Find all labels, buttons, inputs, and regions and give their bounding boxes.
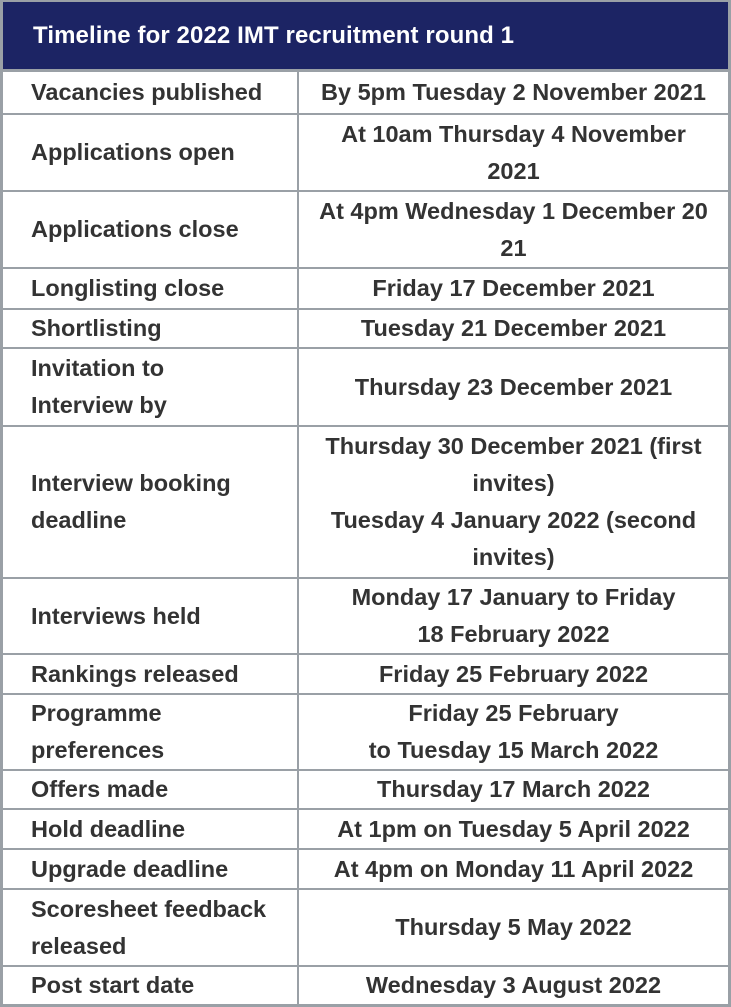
milestone-date: Thursday 5 May 2022 bbox=[395, 914, 632, 940]
milestone-date: By 5pm Tuesday 2 November 2021 bbox=[321, 79, 706, 105]
milestone-label: Interview by bbox=[31, 392, 167, 418]
milestone-label-cell bbox=[3, 849, 298, 889]
milestone-label-cell bbox=[3, 268, 298, 309]
milestone-label: Applications open bbox=[31, 139, 235, 165]
table-row bbox=[3, 966, 728, 1004]
table-row bbox=[3, 191, 728, 268]
milestone-date-cell bbox=[298, 309, 728, 348]
milestone-label-cell bbox=[3, 809, 298, 849]
milestone-label: Interview booking bbox=[31, 470, 231, 496]
milestone-date: Thursday 30 December 2021 (first bbox=[325, 433, 702, 459]
table-row bbox=[3, 809, 728, 849]
milestone-label: Programme bbox=[31, 700, 162, 726]
milestone-date: At 1pm on Tuesday 5 April 2022 bbox=[337, 815, 690, 842]
milestone-date-cell bbox=[298, 191, 728, 268]
milestone-label: deadline bbox=[31, 507, 127, 533]
table-row bbox=[3, 426, 728, 578]
milestone-label: Longlisting close bbox=[31, 275, 225, 301]
milestone-date: Friday 25 February 2022 bbox=[378, 660, 649, 687]
milestone-date: Tuesday 4 January 2022 (second bbox=[330, 507, 697, 533]
table-row bbox=[3, 654, 728, 694]
milestone-label: Interviews held bbox=[31, 602, 201, 629]
milestone-date: Monday 17 January to Friday bbox=[351, 584, 676, 610]
milestone-date: Tuesday 21 December 2021 bbox=[360, 315, 667, 341]
milestone-date: to Tuesday 15 March 2022 bbox=[368, 737, 659, 763]
table-row bbox=[3, 849, 728, 889]
milestone-label-cell bbox=[3, 114, 298, 191]
timeline-table-body bbox=[3, 72, 728, 1004]
milestone-date-cell bbox=[298, 578, 728, 654]
milestone-label-cell bbox=[3, 694, 298, 770]
milestone-date: At 10am Thursday 4 November bbox=[341, 120, 686, 147]
milestone-date-cell bbox=[298, 654, 728, 694]
milestone-label-cell bbox=[3, 72, 298, 114]
milestone-label: Offers made bbox=[31, 776, 169, 802]
milestone-date: Thursday 23 December 2021 bbox=[354, 373, 673, 400]
milestone-label: Post start date bbox=[31, 972, 195, 998]
milestone-label-cell bbox=[3, 348, 298, 426]
milestone-date: invites) bbox=[472, 544, 555, 570]
milestone-date: invites) bbox=[472, 470, 555, 496]
milestone-date-cell bbox=[298, 72, 728, 114]
table-row bbox=[3, 114, 728, 191]
milestone-label: Invitation to bbox=[31, 355, 165, 381]
milestone-date-cell bbox=[298, 770, 728, 809]
milestone-date: At 4pm on Monday 11 April 2022 bbox=[333, 855, 694, 882]
milestone-label: Rankings released bbox=[31, 660, 239, 687]
milestone-label-cell bbox=[3, 426, 298, 578]
milestone-label: Shortlisting bbox=[31, 315, 162, 341]
table-title: Timeline for 2022 IMT recruitment round 1 bbox=[3, 2, 728, 72]
milestone-date: 18 February 2022 bbox=[417, 621, 610, 647]
table-row bbox=[3, 770, 728, 809]
milestone-date-cell bbox=[298, 114, 728, 191]
table-row bbox=[3, 578, 728, 654]
milestone-date-cell bbox=[298, 426, 728, 578]
milestone-date-cell bbox=[298, 694, 728, 770]
milestone-label: Upgrade deadline bbox=[31, 855, 229, 882]
timeline-table bbox=[3, 72, 728, 1004]
milestone-label-cell bbox=[3, 578, 298, 654]
milestone-date: 21 bbox=[500, 234, 527, 261]
milestone-date-cell bbox=[298, 849, 728, 889]
milestone-date-cell bbox=[298, 889, 728, 966]
table-row bbox=[3, 268, 728, 309]
milestone-label-cell bbox=[3, 191, 298, 268]
table-row bbox=[3, 694, 728, 770]
milestone-label: Hold deadline bbox=[31, 815, 186, 842]
milestone-label-cell bbox=[3, 966, 298, 1004]
milestone-label: released bbox=[31, 932, 127, 959]
milestone-date: 2021 bbox=[487, 157, 540, 184]
milestone-label: Vacancies published bbox=[31, 79, 263, 105]
milestone-label: Scoresheet feedback bbox=[31, 895, 267, 922]
milestone-label: preferences bbox=[31, 737, 165, 763]
table-row bbox=[3, 72, 728, 114]
milestone-date: At 4pm Wednesday 1 December 20 bbox=[319, 197, 708, 224]
milestone-date: Friday 17 December 2021 bbox=[372, 275, 655, 301]
table-row bbox=[3, 348, 728, 426]
milestone-date: Friday 25 February bbox=[408, 700, 619, 726]
milestone-label-cell bbox=[3, 889, 298, 966]
table-row bbox=[3, 889, 728, 966]
milestone-label-cell bbox=[3, 654, 298, 694]
milestone-label-cell bbox=[3, 770, 298, 809]
milestone-date-cell bbox=[298, 966, 728, 1004]
milestone-date: Wednesday 3 August 2022 bbox=[365, 972, 662, 998]
milestone-date-cell bbox=[298, 268, 728, 309]
milestone-label: Applications close bbox=[31, 216, 239, 242]
milestone-label-cell bbox=[3, 309, 298, 348]
milestone-date: Thursday 17 March 2022 bbox=[377, 776, 650, 802]
milestone-date-cell bbox=[298, 809, 728, 849]
table-row bbox=[3, 309, 728, 348]
milestone-date-cell bbox=[298, 348, 728, 426]
